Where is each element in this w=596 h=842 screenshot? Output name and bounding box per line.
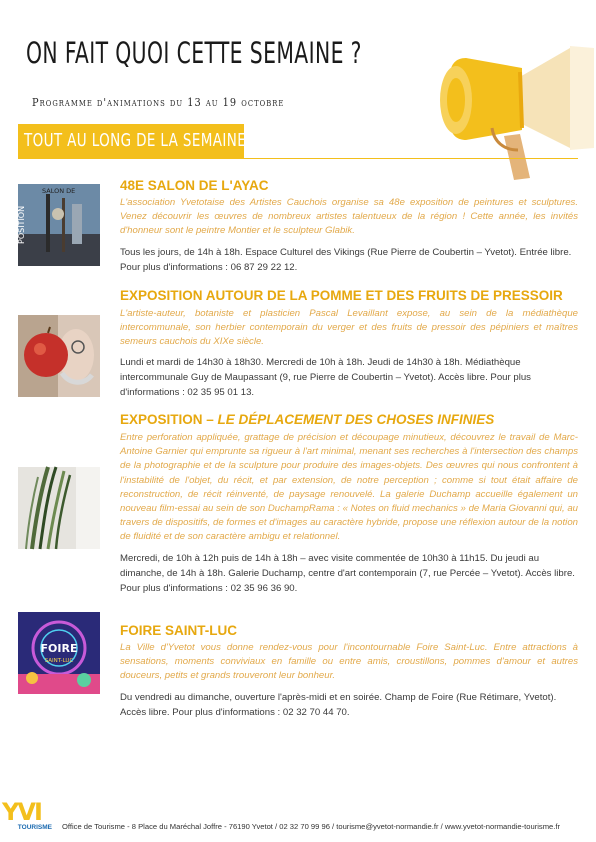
svg-text:SALON DE: SALON DE [42, 187, 76, 195]
event-description: L'association Yvetotaise des Artistes Cauchois organise sa 48e exposition de peintures et sculptures. Venez découvrir les œuvres de nombreux artistes talentueux de la région ! Cette année, les invités d'honneur sont le peintre Montier et le sculpteur Glabik. [120, 197, 578, 237]
event-info: Lundi et mardi de 14h30 à 18h30. Mercredi de 10h à 18h. Jeudi de 14h30 à 18h. Médiathèque intercommunale Guy de Maupassant (9, rue Pierre de Coubertin – Yvetot). Accès libre. Pour plus d'informations : 02 35 95 01 13. [120, 356, 531, 398]
page-title: ON FAIT QUOI CETTE SEMAINE ? [26, 36, 362, 70]
logo-letters: YVI [2, 798, 41, 826]
event-photo-pomme [18, 315, 100, 397]
section-divider [18, 158, 578, 159]
event-description: Entre perforation appliquée, grattage de précision et découpage minutieux, découvrez le travail de Marc-Antoine Garnier qui emprunte sa rigueur à l'art minimal, menant ses recherches à l'intersection des champs de la photographie et de la sculpture pour produire des images-objets. Des œuvres qui nous confrontent à l'instabilité de l'objet, du récit, et par extension, de notre perception ; comme si tout était affaire de reconstruction, de récit réinventé, de paysage renouvelé. La galerie Duchamp accueille également un nouveau film-essai au sein de son DuchampRama : « Notes on fluid mechanics » de Maria Giovanni qui, au travers de dispositifs, de formes et d'images au caractère hybride, propose une réflexion autour de la notion de fluidité et de son caractère ambigu et relationnel. [120, 432, 578, 543]
svg-text:SAINT-LUC: SAINT-LUC [44, 658, 74, 664]
event-description: L'artiste-auteur, botaniste et plasticien Pascal Levaillant expose, au sein de la médiathèque intercommunale, son herbier contemporain du verger et des fruits de pressoir des pépiniers et maîtres semeurs cauchois du XIXe siècle. [120, 308, 578, 348]
event-info: Tous les jours, de 14h à 18h. Espace Culturel des Vikings (Rue Pierre de Coubertin – Yvetot). Entrée libre. Pour plus d'informations : 06 87 29 22 12. [120, 246, 572, 273]
event-photo-foire [18, 612, 100, 694]
svg-text:POSITION: POSITION [17, 205, 26, 244]
logo-word: TOURISME [17, 824, 52, 831]
megaphone-icon [410, 18, 596, 196]
event-title: EXPOSITION AUTOUR DE LA POMME ET DES FRUITS DE PRESSOIR [120, 288, 563, 303]
event-photo-salon [18, 184, 100, 266]
page-subtitle: Programme d'animations du 13 au 19 octobre [32, 95, 285, 109]
event-info: Mercredi, de 10h à 12h puis de 14h à 18h – avec visite commentée de 10h30 à 11h15. Du jeudi au dimanche, de 14h à 18h. Galerie Duchamp, centre d'art contemporain (7, rue Percée – Yvetot). Accès libre. Pour plus d'informations : 02 35 96 36 90. [120, 552, 575, 594]
event-title [120, 412, 494, 427]
event-title-italic: LE DÉPLACEMENT DES CHOSES INFINIES [217, 412, 495, 427]
footer-contact: Office de Tourisme - 8 Place du Maréchal Joffre - 76190 Yvetot / 02 32 70 99 96 / tourisme@yvetot-normandie.fr / www.yvetot-normandie-tourisme.fr [62, 822, 561, 831]
tourisme-logo [2, 800, 58, 842]
event-title-prefix: EXPOSITION – [120, 412, 218, 427]
section-banner-label: TOUT AU LONG DE LA SEMAINE [24, 130, 247, 151]
event-title: 48E SALON DE L'AYAC [120, 178, 269, 193]
event-title: FOIRE SAINT-LUC [120, 623, 237, 638]
event-info: Du vendredi au dimanche, ouverture l'après-midi et en soirée. Champ de Foire (Rue Rétimare, Yvetot). Accès libre. Pour plus d'informations : 02 32 70 44 70. [120, 691, 557, 718]
svg-text:FOIRE: FOIRE [40, 642, 78, 655]
event-description: La Ville d'Yvetot vous donne rendez-vous pour l'incontournable Foire Saint-Luc. Entre attractions à sensations, moments conviviaux en famille ou entre amis, croustillons, pommes d'amour et autres douceurs, petits et grands trouveront leur bonheur. [120, 642, 578, 682]
event-photo-exposition [18, 467, 100, 549]
